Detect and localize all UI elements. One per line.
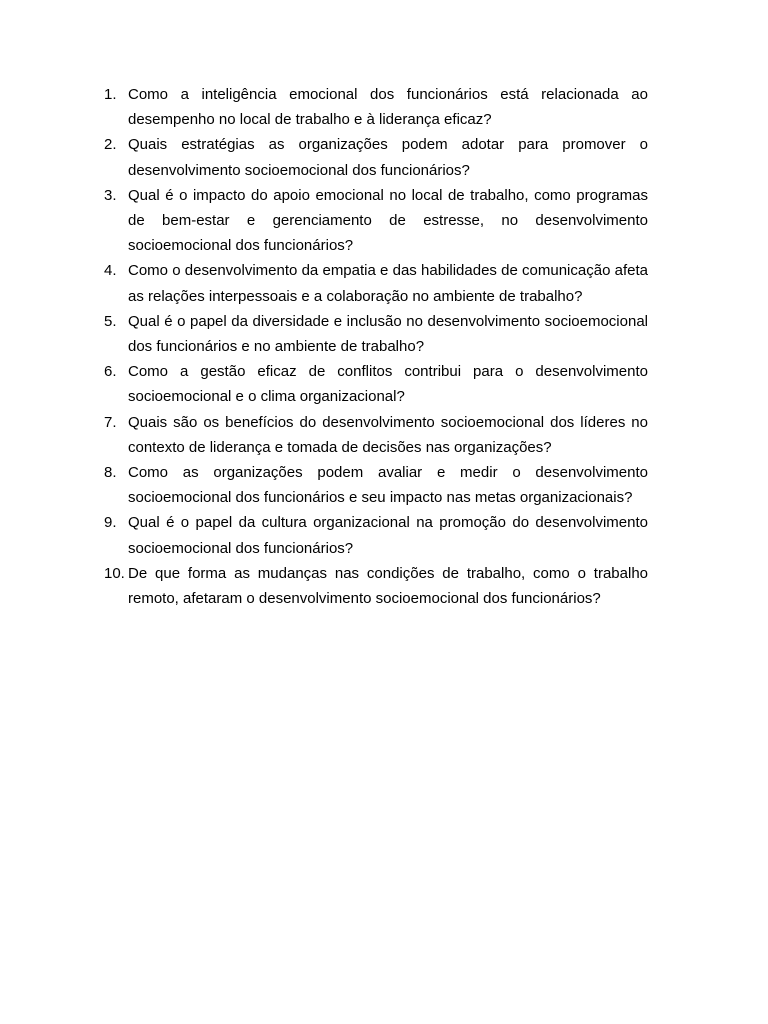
question-text: Como a inteligência emocional dos funcionários está relacionada ao desempenho no local de trabalho e à liderança eficaz?	[128, 86, 648, 129]
question-item	[104, 510, 648, 560]
question-text: Como o desenvolvimento da empatia e das habilidades de comunicação afeta as relações interpessoais e a colaboração no ambiente de trabalho?	[128, 262, 648, 305]
question-item	[104, 309, 648, 359]
question-item	[104, 561, 648, 611]
question-number: 9.	[104, 514, 117, 532]
question-number: 4.	[104, 262, 117, 280]
question-text: Quais estratégias as organizações podem adotar para promover o desenvolvimento socioemocional dos funcionários?	[128, 136, 648, 179]
question-item	[104, 410, 648, 460]
question-text: Quais são os benefícios do desenvolvimento socioemocional dos líderes no contexto de liderança e tomada de decisões nas organizações?	[128, 413, 648, 456]
question-text: De que forma as mudanças nas condições de trabalho, como o trabalho remoto, afetaram o desenvolvimento socioemocional dos funcionários?	[128, 564, 648, 608]
question-number: 2.	[104, 136, 117, 154]
question-text: Como as organizações podem avaliar e medir o desenvolvimento socioemocional dos funcionários e seu impacto nas metas organizacionais?	[128, 464, 648, 507]
question-item	[104, 460, 648, 510]
question-text: Qual é o papel da diversidade e inclusão no desenvolvimento socioemocional dos funcionários e no ambiente de trabalho?	[128, 312, 648, 356]
question-number: 3.	[104, 186, 117, 204]
question-item	[104, 258, 648, 308]
question-number: 5.	[104, 312, 117, 330]
question-item	[104, 359, 648, 409]
question-item	[104, 132, 648, 182]
question-text: Qual é o impacto do apoio emocional no local de trabalho, como programas de bem-estar e gerenciamento de estresse, no desenvolvimento socioemocional dos funcionários?	[128, 186, 648, 255]
question-number: 6.	[104, 363, 117, 381]
question-item	[104, 183, 648, 259]
question-number: 1.	[104, 86, 117, 103]
question-number: 10.	[104, 564, 125, 582]
question-text: Qual é o papel da cultura organizacional na promoção do desenvolvimento socioemocional dos funcionários?	[128, 514, 648, 557]
question-number: 8.	[104, 464, 117, 482]
question-item	[104, 82, 648, 132]
question-list	[104, 82, 648, 611]
question-number: 7.	[104, 413, 117, 431]
question-text: Como a gestão eficaz de conflitos contribui para o desenvolvimento socioemocional e o clima organizacional?	[128, 363, 648, 406]
